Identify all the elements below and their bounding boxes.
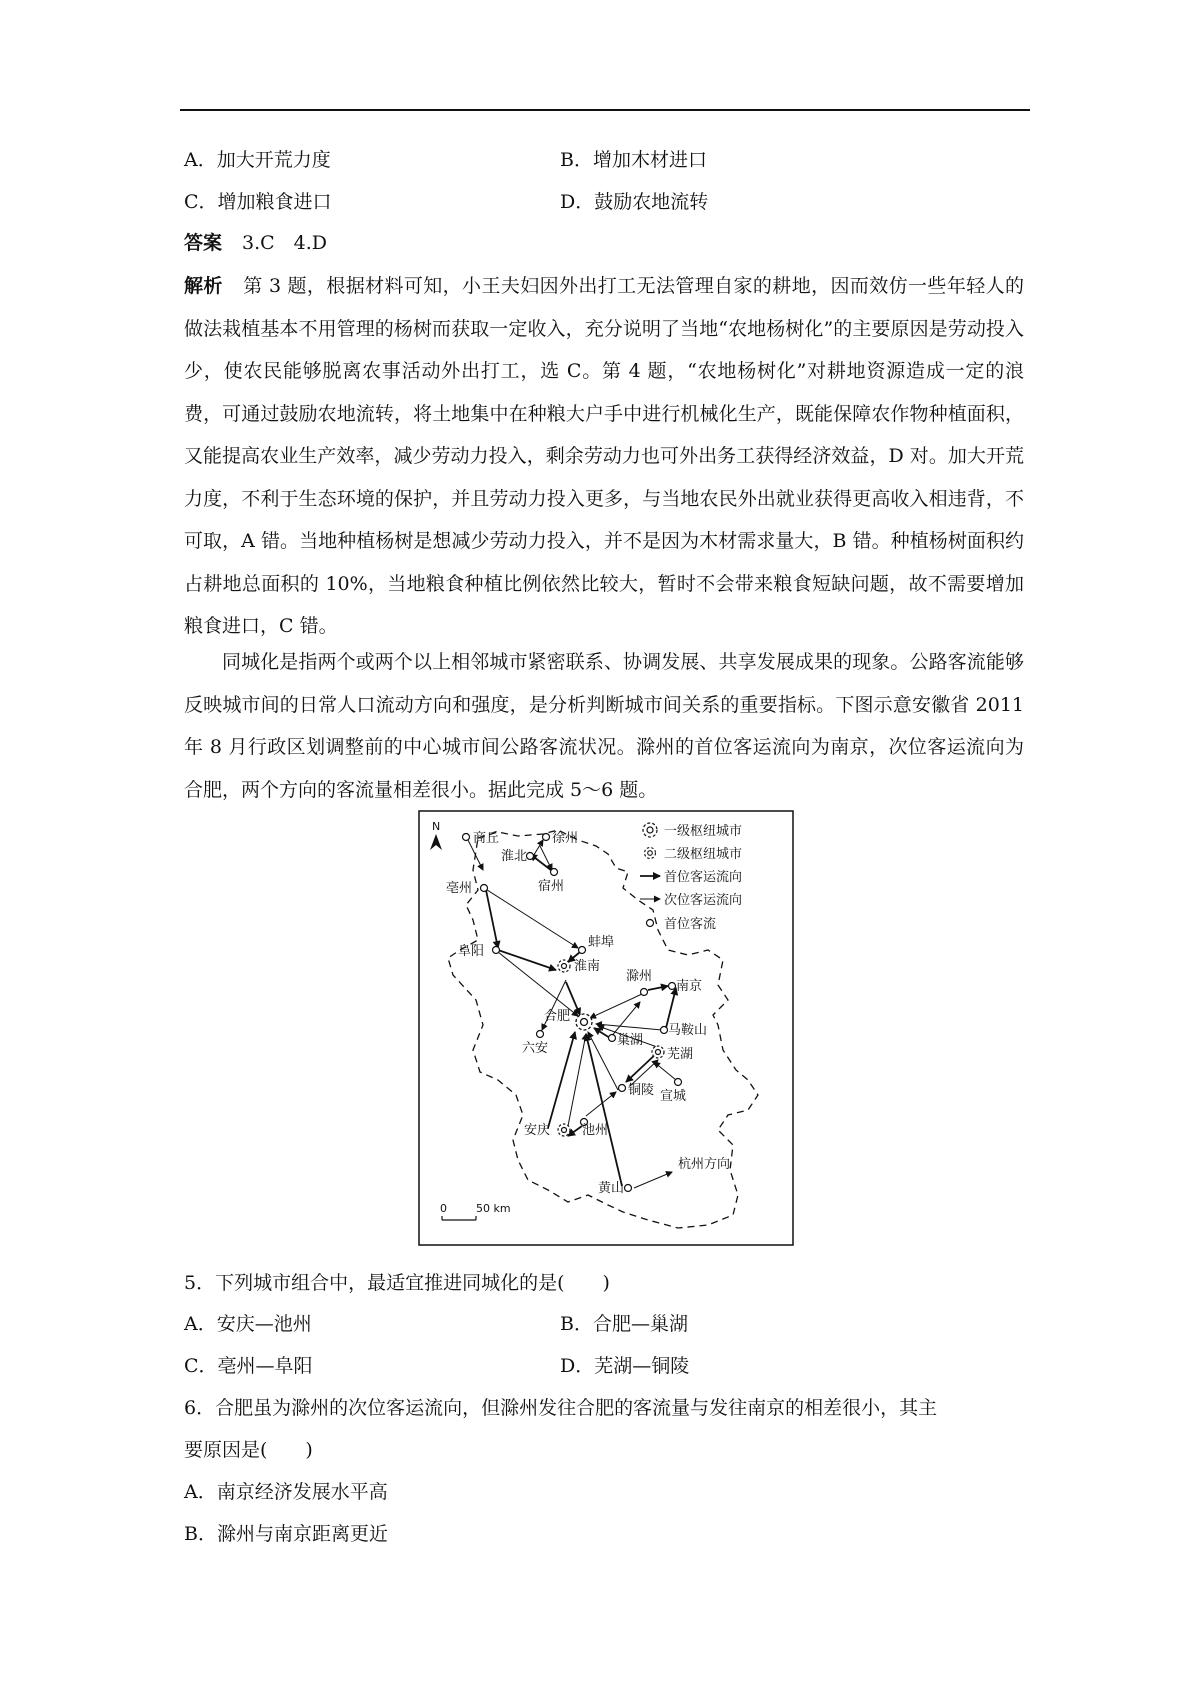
option-5d: D．芜湖—铜陵 [560, 1355, 690, 1377]
city-huainan: 淮南 [574, 959, 601, 974]
header-rule [180, 109, 1030, 111]
anhui-passenger-flow-map [418, 810, 794, 1246]
option-5b: B．合肥—巢湖 [560, 1313, 688, 1335]
city-xuancheng: 宣城 [660, 1089, 687, 1104]
option-4c: C．增加粮食进口 [184, 191, 332, 213]
option-5a: A．安庆—池州 [184, 1313, 312, 1335]
city-huaibei: 淮北 [501, 849, 528, 864]
city-chuzhou: 滁州 [626, 969, 653, 984]
city-bengbu: 蚌埠 [588, 935, 615, 950]
city-fuyang: 阜阳 [458, 944, 485, 959]
option-5c: C．亳州—阜阳 [184, 1355, 313, 1377]
scale-zero: 0 [440, 1202, 447, 1215]
legend-primary-flow: 首位客运流向 [664, 870, 743, 885]
city-xuzhou: 徐州 [552, 831, 579, 846]
answer-text: 3.C 4.D [242, 232, 328, 254]
scale-distance: 50 km [476, 1202, 511, 1215]
city-luan: 六安 [522, 1041, 549, 1056]
option-4b: B．增加木材进口 [560, 149, 707, 171]
analysis-text: 第 3 题，根据材料可知，小王夫妇因外出打工无法管理自家的耕地，因而效仿一些年轻人的做法栽植基本不用管理的杨树而获取一定收入，充分说明了当地“农地杨树化”的主要原因是劳动投入少，使农民能够脱离农事活动外出打工，选 C。第 4 题，“农地杨树化”对耕地资源造成一定的浪费，可通过鼓励农地流转，将土地集中在种粮大户手中进行机械化生产，既能保障农作物种植面积，又能提高农业生产效率，减少劳动力投入，剩余劳动力也可外出务工获得经济效益，D 对。加大开荒力度，不利于生态环境的保护，并且劳动力投入更多，与当地农民外出就业获得更高收入相违背，不可取，A 错。当地种植杨树是想减少劳动力投入，并不是因为木材需求量大，B 错。种植杨树面积约占耕地总面积的 10%，当地粮食种植比例依然比较大，暂时不会带来粮食短缺问题，故不需要增加粮食进口，C 错。 [184, 275, 1024, 637]
analysis-paragraph [184, 265, 1024, 648]
question-6-stem-line2: 要原因是( ) [184, 1439, 313, 1461]
north-label: N [432, 820, 441, 833]
question-6-stem-line1: 6．合肥虽为滁州的次位客运流向，但滁州发往合肥的客流量与发往南京的相差很小，其主 [184, 1397, 938, 1419]
city-maanshan: 马鞍山 [668, 1023, 708, 1038]
city-wuhu: 芜湖 [667, 1047, 694, 1062]
legend-primary-passenger: 首位客流 [664, 917, 717, 932]
city-suzhou: 宿州 [538, 879, 565, 894]
city-hefei: 合肥 [544, 1009, 571, 1024]
city-chizhou: 池州 [582, 1123, 609, 1138]
answer-line [184, 232, 327, 254]
option-6b: B．滁州与南京距离更近 [184, 1523, 388, 1545]
city-hangzhou-direction: 杭州方向 [678, 1157, 731, 1172]
answer-label: 答案 [184, 232, 223, 254]
option-4d: D．鼓励农地流转 [560, 191, 709, 213]
city-huangshan: 黄山 [598, 1181, 625, 1196]
legend-level2: 二级枢纽城市 [664, 847, 743, 862]
legend-level1: 一级枢纽城市 [664, 824, 743, 839]
intro-paragraph: 同城化是指两个或两个以上相邻城市紧密联系、协调发展、共享发展成果的现象。公路客流能够反映城市间的日常人口流动方向和强度，是分析判断城市间关系的重要指标。下图示意安徽省 2011 年 8 月行政区划调整前的中心城市间公路客流状况。滁州的首位客运流向为南京，次位客运流向为合肥，两个方向的客流量相差很小。据此完成 5～6 题。 [184, 651, 1024, 801]
city-shangqiu: 商丘 [473, 831, 500, 846]
option-6a: A．南京经济发展水平高 [184, 1481, 388, 1503]
analysis-label: 解析 [184, 275, 223, 297]
city-chaohu: 巢湖 [617, 1033, 644, 1048]
city-anqing: 安庆 [524, 1123, 551, 1138]
option-4a: A．加大开荒力度 [184, 149, 331, 171]
city-nanjing: 南京 [676, 979, 703, 994]
legend-secondary-flow: 次位客运流向 [664, 893, 743, 908]
question-5-stem: 5．下列城市组合中，最适宜推进同城化的是( ) [184, 1272, 610, 1294]
city-tongling: 铜陵 [628, 1083, 655, 1098]
city-bozhou: 亳州 [446, 881, 473, 896]
